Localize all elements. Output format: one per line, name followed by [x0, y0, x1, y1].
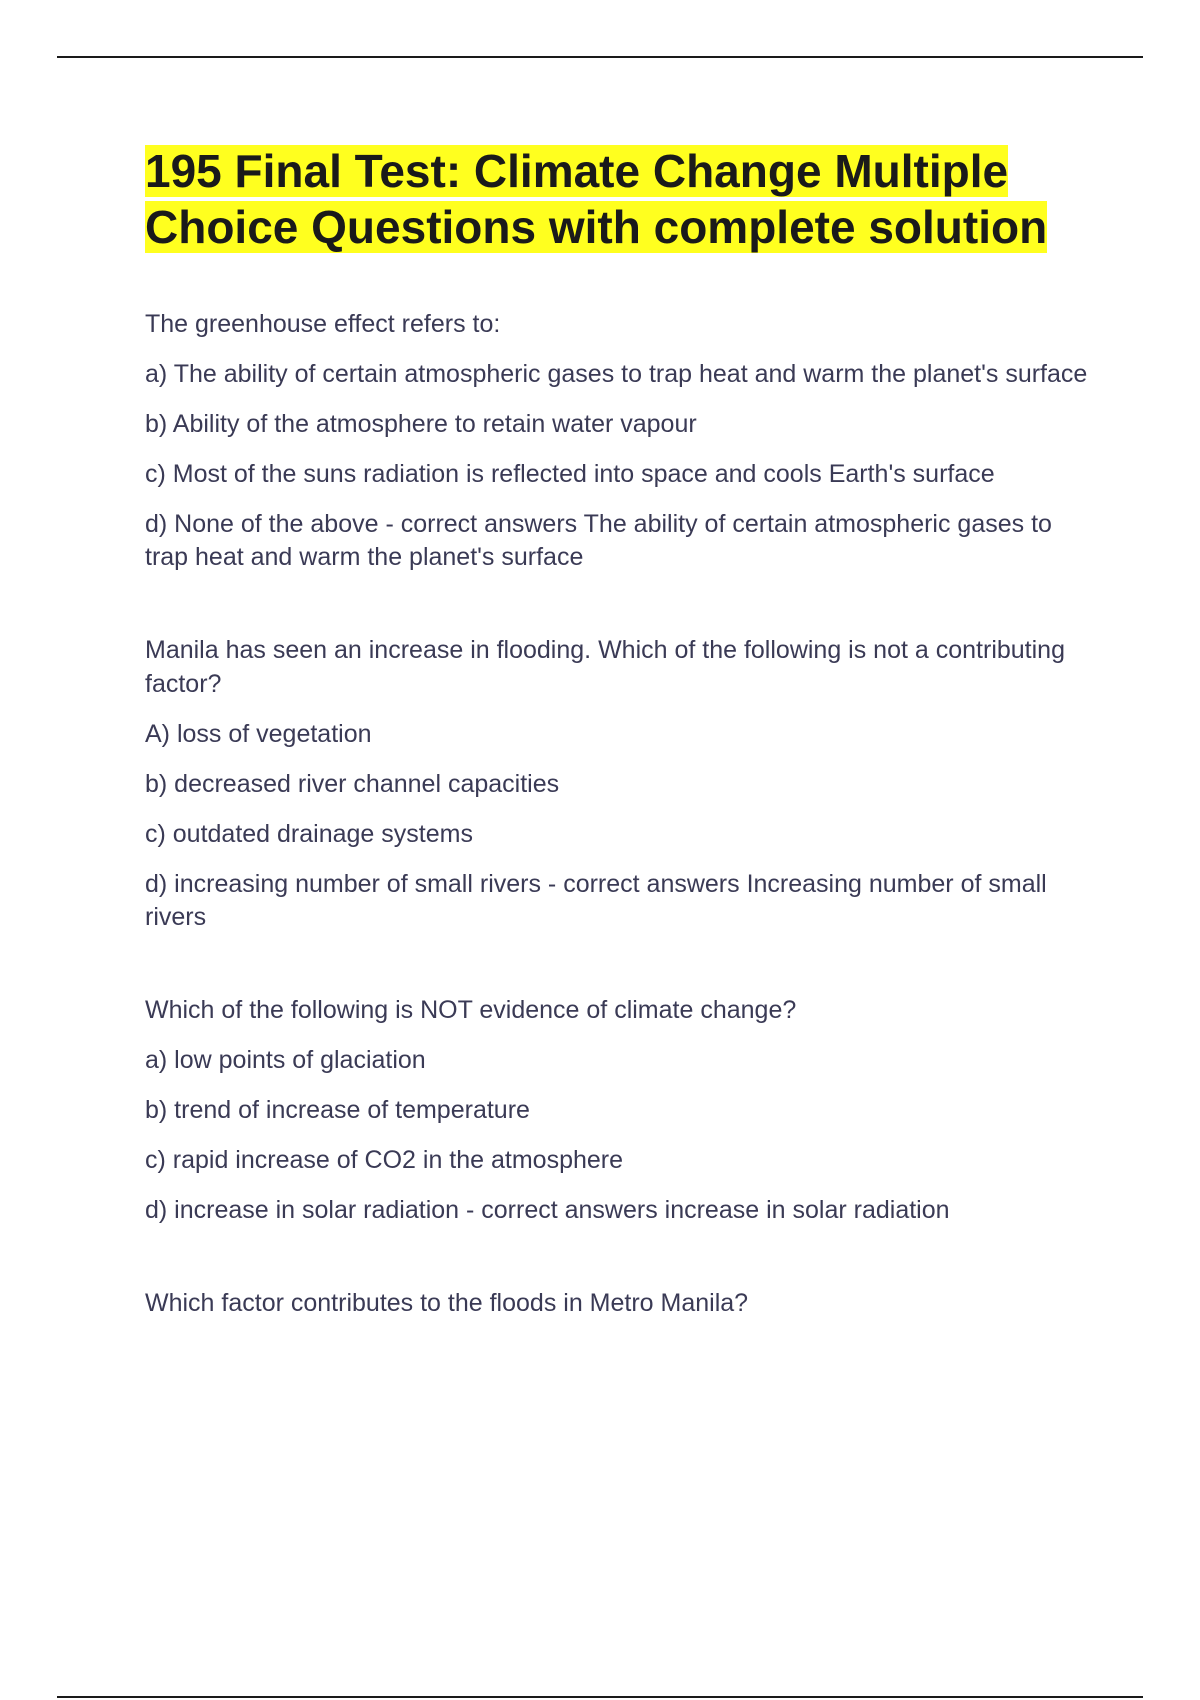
document-title [145, 143, 1065, 255]
document-body [145, 143, 1095, 1337]
question-text: Manila has seen an increase in flooding. Which of the following is not a contributing factor? [145, 636, 1065, 698]
question-text: Which factor contributes to the floods in Metro Manila? [145, 1289, 749, 1317]
document-title-text: 195 Final Test: Climate Change Multiple Choice Questions with complete solution [145, 145, 1048, 253]
bottom-rule [57, 1696, 1143, 1698]
answer-option: b) decreased river channel capacities [145, 770, 560, 798]
question-text: Which of the following is NOT evidence of climate change? [145, 996, 797, 1024]
question-3 [145, 993, 1095, 1227]
answer-option: a) low points of glaciation [145, 1046, 426, 1074]
answer-option: b) trend of increase of temperature [145, 1096, 530, 1124]
question-text: The greenhouse effect refers to: [145, 310, 501, 338]
question-2 [145, 633, 1095, 934]
question-1 [145, 307, 1095, 574]
answer-option: b) Ability of the atmosphere to retain water vapour [145, 410, 697, 438]
answer-option: d) None of the above - correct answers The ability of certain atmospheric gases to trap heat and warm the planet's surface [145, 510, 1052, 571]
answer-option: c) Most of the suns radiation is reflected into space and cools Earth's surface [145, 460, 995, 488]
answer-option: d) increase in solar radiation - correct answers increase in solar radiation [145, 1196, 950, 1224]
answer-option: A) loss of vegetation [145, 720, 372, 748]
answer-option: c) rapid increase of CO2 in the atmosphere [145, 1146, 624, 1174]
answer-option: c) outdated drainage systems [145, 820, 473, 848]
answer-option: a) The ability of certain atmospheric gases to trap heat and warm the planet's surface [145, 360, 1088, 388]
answer-option: d) increasing number of small rivers - correct answers Increasing number of small rivers [145, 870, 1047, 931]
top-rule [57, 56, 1143, 58]
question-4 [145, 1286, 1095, 1320]
